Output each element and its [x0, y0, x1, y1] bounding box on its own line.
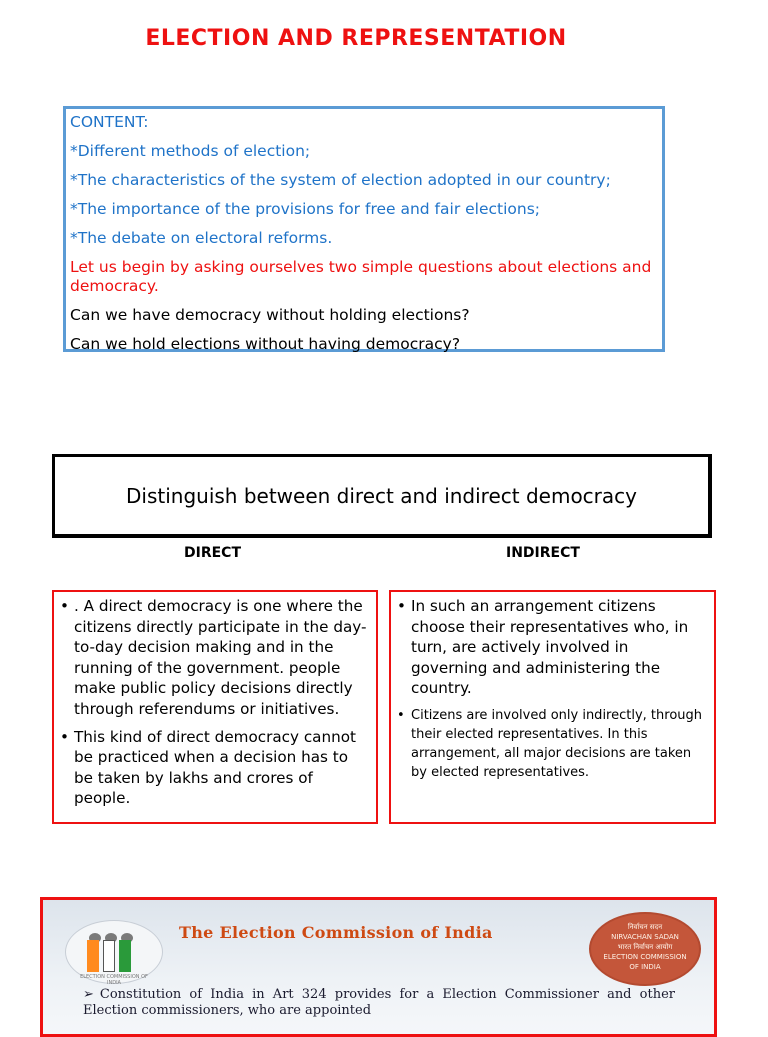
seal-line: OF INDIA — [629, 963, 661, 971]
arrow-bullet-icon: ➢ — [83, 987, 94, 1002]
content-point: *Different methods of election; — [70, 142, 311, 160]
direct-point: • . A direct democracy is one where the citizens directly participate in the day-to-day decision making and in the running of the government. people make public policy decisions directly through referendums or initiatives. — [60, 596, 368, 720]
logo-bars — [87, 940, 135, 972]
content-intro: Let us begin by asking ourselves two simple questions about elections and democracy. — [70, 258, 652, 295]
content-point: *The importance of the provisions for free and fair elections; — [70, 200, 541, 218]
seal-line: NIRVACHAN SADAN — [611, 933, 679, 941]
content-box — [63, 106, 665, 352]
indirect-list — [397, 596, 706, 782]
banner-description — [83, 987, 675, 1019]
distinguish-heading-box — [52, 454, 712, 538]
indirect-point: • Citizens are involved only indirectly, through their elected representatives. In this arrangement, all major decisions are taken by elected representatives. — [397, 706, 706, 782]
direct-point: • This kind of direct democracy cannot be practiced when a decision has to be taken by lakhs and crores of people. — [60, 727, 368, 809]
content-question: Can we have democracy without holding elections? — [70, 306, 470, 324]
content-question: Can we hold elections without having democracy? — [70, 335, 461, 353]
seal-line: निर्वाचन सदन — [627, 923, 663, 931]
distinguish-heading: Distinguish between direct and indirect democracy — [126, 483, 637, 508]
direct-list — [60, 596, 368, 809]
seal-line: भारत निर्वाचन आयोग — [617, 943, 673, 951]
eci-logo — [65, 920, 163, 984]
page-title: ELECTION AND REPRESENTATION — [145, 26, 567, 51]
seal-line: ELECTION COMMISSION — [603, 953, 687, 961]
indirect-point: • In such an arrangement citizens choose their representatives who, in turn, are actively involved in governing and administering the country. — [397, 596, 706, 699]
banner-title: The Election Commission of India — [179, 923, 493, 942]
election-commission-banner — [40, 897, 717, 1037]
content-point: *The characteristics of the system of election adopted in our country; — [70, 171, 611, 189]
indirect-heading: INDIRECT — [506, 545, 580, 561]
indirect-card — [389, 590, 716, 824]
banner-description-text: Constitution of India in Art 324 provides for a Election Commissioner and other Election commissioners, who are appointed — [83, 987, 675, 1018]
nirvachan-sadan-seal — [589, 912, 701, 986]
content-point: *The debate on electoral reforms. — [70, 229, 333, 247]
logo-text: ELECTION COMMISSION OF INDIA — [80, 974, 148, 986]
direct-heading: DIRECT — [184, 545, 241, 561]
direct-card — [52, 590, 378, 824]
content-heading: CONTENT: — [70, 113, 149, 131]
